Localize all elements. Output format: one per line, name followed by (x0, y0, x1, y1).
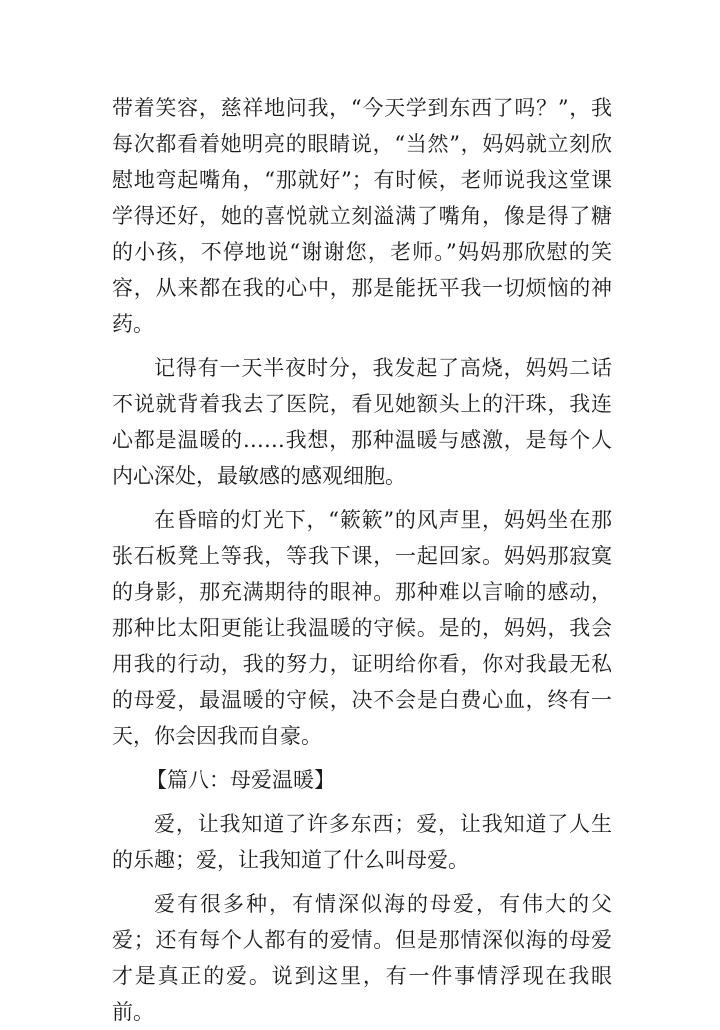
paragraph-gap (112, 798, 612, 806)
paragraph-gap (112, 754, 612, 762)
section-paragraph-1: 爱，让我知道了许多东西；爱，让我知道了人生的乐趣；爱，让我知道了什么叫母爱。 (112, 812, 612, 872)
paragraph-3: 在昏暗的灯光下，“簌簌”的风声里，妈妈坐在那张石板凳上等我，等我下课，一起回家。妈妈那寂寞的身影，那充满期待的眼神。那种难以言喻的感动，那种比太阳更能让我温暖的守候。是的，妈妈，我会用我的行动，我的努力，证明给你看，你对我最无私的母爱，最温暖的守候，决不会是白费心血，终有一天，你会因我而自豪。 (112, 508, 612, 748)
paragraph-gap (112, 342, 612, 350)
paragraph-2: 记得有一天半夜时分，我发起了高烧，妈妈二话不说就背着我去了医院，看见她额头上的汗珠，我连心都是温暖的……我想，那种温暖与感激，是每个人内心深处，最敏感的感观细胞。 (112, 356, 612, 488)
paragraph-gap (112, 878, 612, 886)
paragraph-gap (112, 494, 612, 502)
section-paragraph-2: 爱有很多种，有情深似海的母爱，有伟大的父爱；还有每个人都有的爱情。但是那情深似海的母爱才是真正的爱。说到这里，有一件事情浮现在我眼前。 (112, 892, 612, 1024)
section-title: 【篇八：母爱温暖】 (146, 768, 335, 792)
paragraph-1: 带着笑容，慈祥地问我，“今天学到东西了吗？”，我每次都看着她明亮的眼睛说，“当然”，妈妈就立刻欣慰地弯起嘴角，“那就好”；有时候，老师说我这堂课学得还好，她的喜悦就立刻溢满了嘴角，像是得了糖的小孩，不停地说“谢谢您，老师。”妈妈那欣慰的笑容，从来都在我的心中，那是能抚平我一切烦恼的神药。 (112, 96, 612, 336)
document-page (112, 90, 612, 1030)
